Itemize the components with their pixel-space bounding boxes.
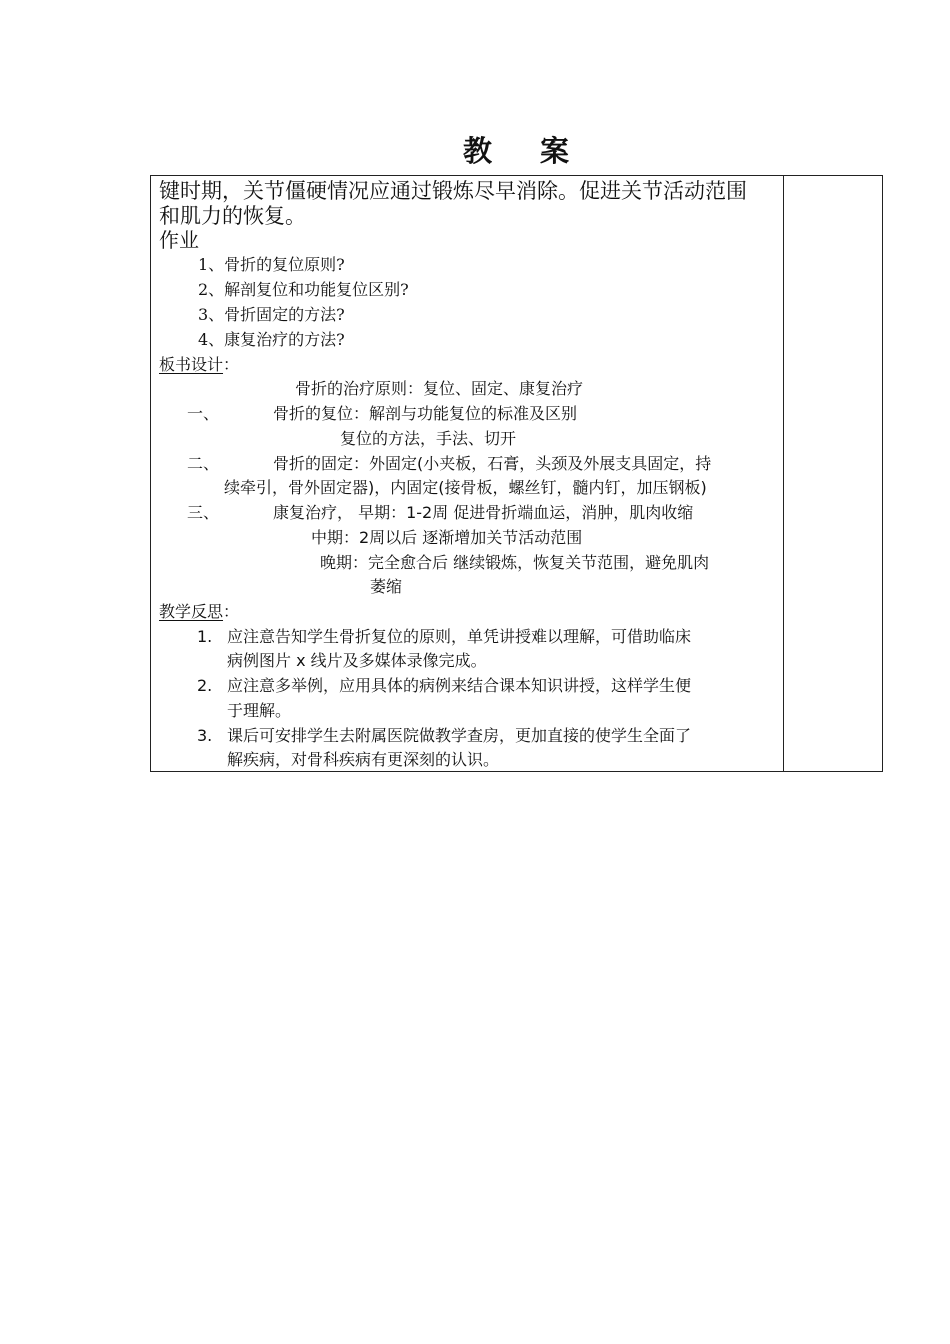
remarks-column-divider [783, 176, 784, 771]
lesson-plan-table [150, 175, 883, 772]
section-1-text: 骨折的复位：解剖与功能复位的标准及区别 [273, 404, 578, 423]
title-char-1: 教 [462, 134, 494, 168]
reflection-item-line: 应注意告知学生骨折复位的原则，单凭讲授难以理解，可借助临床 [227, 627, 692, 646]
section-1-number: 一、 [187, 404, 220, 423]
section-2-text: 骨折的固定：外固定(小夹板，石膏，头颈及外展支具固定，持 [273, 454, 712, 473]
reflection-colon: ： [223, 602, 240, 621]
homework-item: 2、解剖复位和功能复位区别? [198, 280, 409, 299]
homework-item: 3、骨折固定的方法? [198, 305, 345, 324]
section-3-text: 康复治疗， 早期：1-2周 促进骨折端血运，消肿，肌肉收缩 [273, 503, 694, 522]
content-cell [151, 176, 783, 771]
title-char-2: 案 [540, 134, 572, 168]
homework-item: 1、骨折的复位原则? [198, 255, 345, 274]
reflection-item-number: 2. [197, 676, 213, 695]
section-1-sub: 复位的方法，手法、切开 [340, 429, 517, 448]
board-design-heading [159, 357, 239, 373]
reflection-item-line: 于理解。 [227, 701, 292, 720]
document-title [150, 129, 884, 170]
section-3-mid-stage: 中期：2周以后 逐渐增加关节活动范围 [311, 528, 583, 547]
reflection-heading-text: 教学反思 [159, 602, 224, 621]
section-3-late-stage: 晚期：完全愈合后 继续锻炼，恢复关节范围，避免肌肉 [320, 553, 710, 572]
reflection-heading [159, 604, 239, 620]
homework-heading: 作业 [159, 228, 199, 252]
reflection-item-line: 应注意多举例，应用具体的病例来结合课本知识讲授，这样学生便 [227, 676, 692, 695]
board-title: 骨折的治疗原则：复位、固定、康复治疗 [295, 379, 584, 398]
intro-line-2: 和肌力的恢复。 [159, 204, 306, 228]
reflection-item-number: 1. [197, 627, 213, 646]
board-design-colon: ： [223, 355, 240, 374]
section-2-continued: 续牵引，骨外固定器)，内固定(接骨板，螺丝钉，髓内钉，加压钢板) [224, 478, 707, 497]
reflection-item-number: 3. [197, 726, 213, 745]
section-3-late-continued: 萎缩 [370, 577, 403, 596]
section-2-number: 二、 [187, 454, 220, 473]
board-design-heading-text: 板书设计 [159, 355, 224, 374]
section-3-number: 三、 [187, 503, 220, 522]
reflection-item-line: 解疾病，对骨科疾病有更深刻的认识。 [227, 750, 500, 769]
reflection-item-line: 课后可安排学生去附属医院做教学查房，更加直接的使学生全面了 [227, 726, 692, 745]
homework-item: 4、康复治疗的方法? [198, 330, 345, 349]
intro-line-1: 键时期，关节僵硬情况应通过锻炼尽早消除。促进关节活动范围 [159, 179, 747, 203]
reflection-item-line: 病例图片 x 线片及多媒体录像完成。 [227, 651, 487, 670]
